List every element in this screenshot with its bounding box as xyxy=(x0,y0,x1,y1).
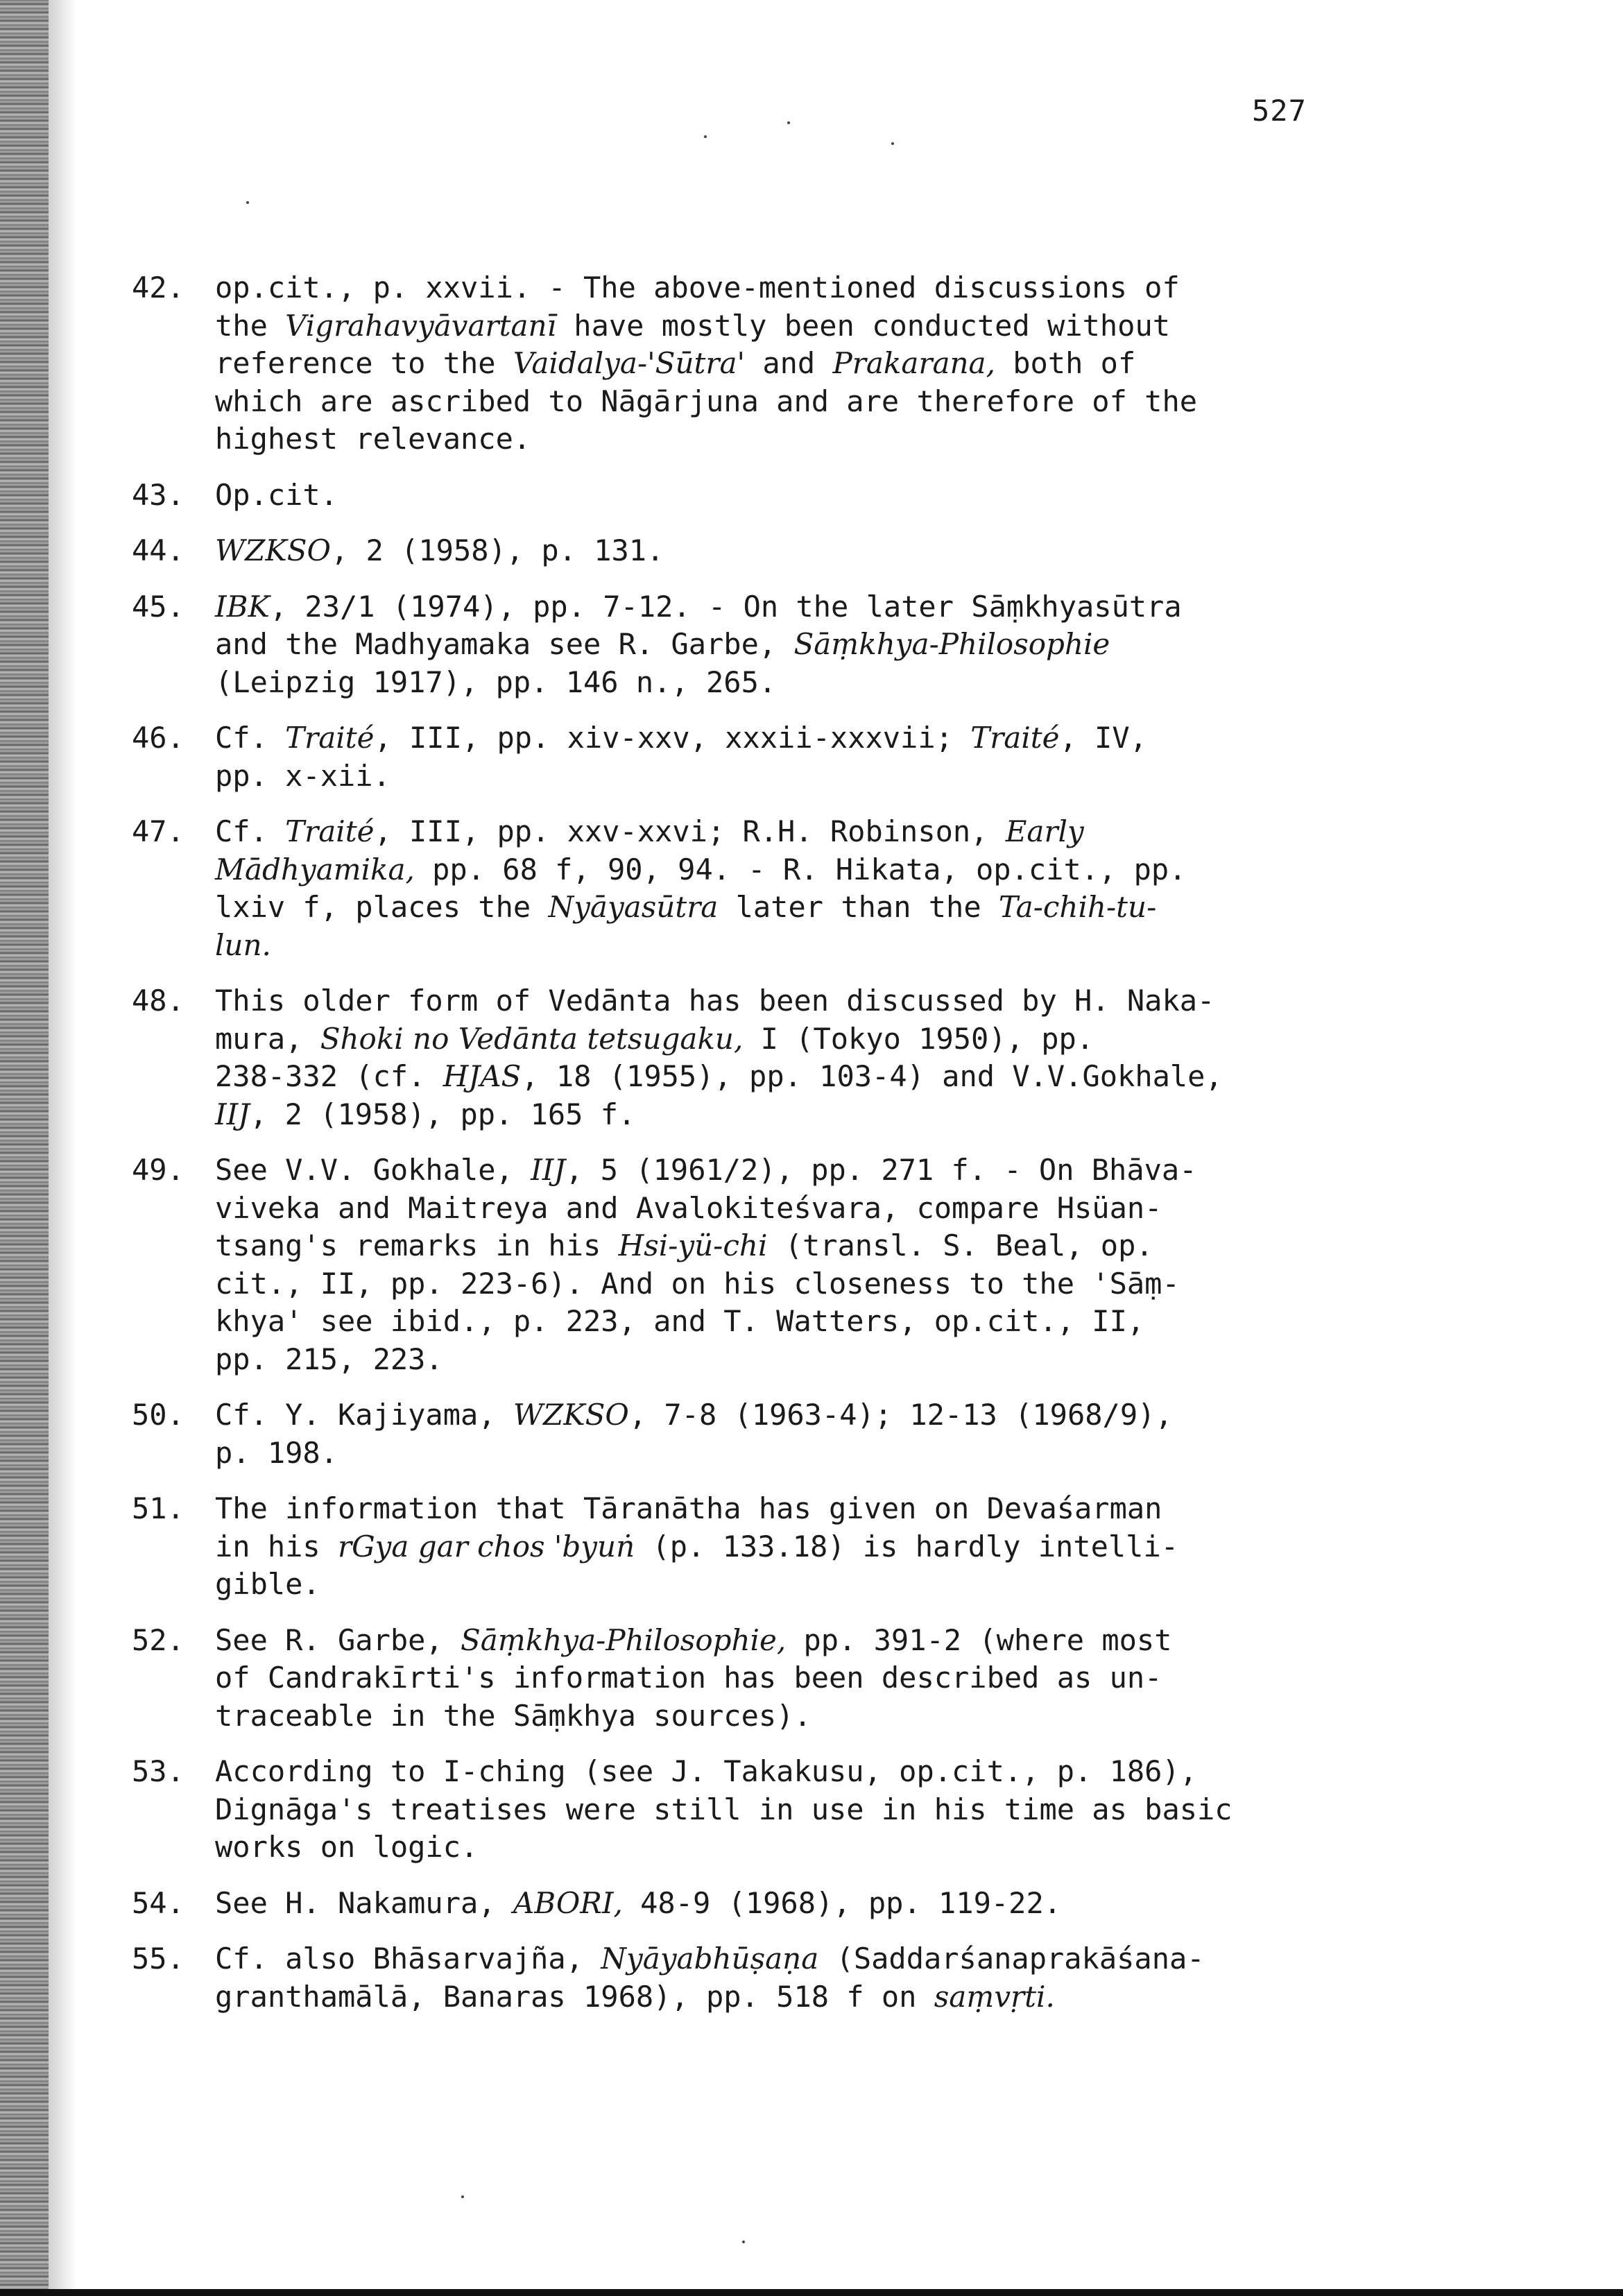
endnote-line xyxy=(215,1753,1325,1791)
endnote-number: 53. xyxy=(132,1754,184,1788)
endnote-line xyxy=(215,1885,1325,1923)
endnote-line xyxy=(215,1151,1325,1190)
binding-gradient xyxy=(49,0,76,2296)
endnote-line xyxy=(215,1303,1325,1341)
text-run: tsang's remarks in his xyxy=(215,1228,619,1262)
text-run: Cf. xyxy=(215,721,286,755)
scan-speck xyxy=(787,121,790,124)
italic-title: IBK xyxy=(215,589,270,624)
text-run: (transl. S. Beal, op. xyxy=(767,1228,1153,1262)
italic-title: rGya gar chos 'byuṅ xyxy=(338,1529,635,1563)
italic-title: IIJ xyxy=(531,1153,566,1187)
italic-title: Early xyxy=(1005,814,1084,848)
italic-title: Traité xyxy=(285,721,375,755)
text-run: cit., II, pp. 223-6). And on his closeness to the 'Sāṃ- xyxy=(215,1266,1180,1301)
italic-title: Nyāyasūtra xyxy=(548,890,719,924)
italic-title: WZKSO xyxy=(513,1398,629,1432)
italic-title: Shoki no Vedānta tetsugaku, xyxy=(320,1021,744,1056)
endnote-text xyxy=(215,532,1325,570)
endnote-line xyxy=(215,1490,1325,1528)
endnote xyxy=(132,1396,1325,1472)
text-run: See H. Nakamura, xyxy=(215,1885,513,1920)
italic-title: Nyāyabhūṣaṇa xyxy=(601,1942,819,1976)
page-bottom-edge xyxy=(0,2289,1623,2296)
text-run: (p. 133.18) is hardly intelli- xyxy=(635,1529,1179,1563)
endnote-line xyxy=(215,588,1325,626)
text-run: (Saddarśanaprakāśana- xyxy=(818,1942,1205,1976)
endnote-line xyxy=(215,664,1325,702)
endnote-number: 42. xyxy=(132,271,184,305)
text-run: According to I-ching (see J. Takakusu, op.cit., p. 186), xyxy=(215,1754,1198,1788)
endnote-line xyxy=(215,1791,1325,1829)
text-run: pp. 68 f, 90, 94. - R. Hikata, op.cit., pp. xyxy=(414,852,1187,886)
text-run: , 2 (1958), p. 131. xyxy=(330,533,664,567)
endnote-line xyxy=(215,719,1325,757)
scan-speck xyxy=(742,2241,745,2243)
endnote-number: 43. xyxy=(132,477,184,512)
endnote-number: 55. xyxy=(132,1942,184,1976)
endnote-text xyxy=(215,1885,1325,1923)
text-run: pp. x-xii. xyxy=(215,758,390,793)
endnote xyxy=(132,719,1325,795)
endnote xyxy=(132,1940,1325,2016)
text-run: pp. 215, 223. xyxy=(215,1342,443,1376)
endnote-line xyxy=(215,626,1325,664)
text-run: and the Madhyamaka see R. Garbe, xyxy=(215,627,794,661)
text-run: op.cit., p. xxvii. - The above-mentioned discussions of xyxy=(215,271,1180,305)
endnote-number: 50. xyxy=(132,1398,184,1432)
endnote-number: 46. xyxy=(132,721,184,755)
text-run: lxiv f, places the xyxy=(215,890,549,924)
book-binding-shadow xyxy=(0,0,49,2296)
text-run: mura, xyxy=(215,1021,320,1056)
endnote-number: 54. xyxy=(132,1885,184,1920)
endnote xyxy=(132,532,1325,570)
endnote xyxy=(132,982,1325,1133)
endnote xyxy=(132,477,1325,515)
endnote xyxy=(132,1151,1325,1378)
text-run: viveka and Maitreya and Avalokiteśvara, compare Hsüan- xyxy=(215,1190,1162,1225)
endnote-text xyxy=(215,982,1325,1133)
text-run: p. 198. xyxy=(215,1435,338,1470)
endnote-line xyxy=(215,1265,1325,1303)
endnote-line xyxy=(215,1978,1325,2016)
endnote-line xyxy=(215,477,1325,515)
endnote-line xyxy=(215,383,1325,421)
text-run: the xyxy=(215,308,286,343)
scan-speck xyxy=(246,201,249,204)
endnote-line xyxy=(215,1659,1325,1697)
endnote-line xyxy=(215,1940,1325,1978)
italic-title: lun. xyxy=(215,927,271,962)
text-run: have mostly been conducted without xyxy=(556,308,1171,343)
endnote-line xyxy=(215,851,1325,889)
italic-title: ABORI, xyxy=(513,1885,623,1920)
text-run: in his xyxy=(215,1529,338,1563)
endnote-line xyxy=(215,1096,1325,1134)
endnote-number: 49. xyxy=(132,1153,184,1187)
endnotes-list xyxy=(132,269,1325,2016)
italic-title: Traité xyxy=(285,814,375,848)
endnote-line xyxy=(215,813,1325,851)
text-run: Cf. xyxy=(215,814,286,848)
endnote-line xyxy=(215,1020,1325,1059)
text-run: 238-332 (cf. xyxy=(215,1059,443,1093)
endnote-line xyxy=(215,420,1325,459)
endnote-text xyxy=(215,1396,1325,1472)
endnote-text xyxy=(215,477,1325,515)
italic-title: saṃvṛti. xyxy=(934,1979,1055,2014)
text-run: , 7-8 (1963-4); 12-13 (1968/9), xyxy=(628,1398,1173,1432)
endnote xyxy=(132,588,1325,702)
endnote-line xyxy=(215,307,1325,345)
text-run: , III, pp. xxv-xxvi; R.H. Robinson, xyxy=(374,814,1006,848)
text-run: I (Tokyo 1950), pp. xyxy=(743,1021,1094,1056)
text-run: , IV, xyxy=(1059,721,1147,755)
endnote-line xyxy=(215,982,1325,1020)
endnote xyxy=(132,1622,1325,1736)
italic-title: Vaidalya-'Sūtra' xyxy=(513,346,746,380)
italic-title: IIJ xyxy=(215,1097,250,1131)
text-run: , 23/1 (1974), pp. 7-12. - On the later Sāṃkhyasūtra xyxy=(269,589,1182,624)
endnote-line xyxy=(215,1341,1325,1379)
page-number: 527 xyxy=(1252,94,1307,128)
endnote xyxy=(132,1885,1325,1923)
text-run: , 5 (1961/2), pp. 271 f. - On Bhāva- xyxy=(565,1153,1197,1187)
text-run: highest relevance. xyxy=(215,422,531,456)
italic-title: Hsi-yü-chi xyxy=(618,1228,768,1262)
endnote xyxy=(132,269,1325,459)
text-run: Cf. also Bhāsarvajña, xyxy=(215,1942,601,1976)
endnote-number: 52. xyxy=(132,1622,184,1657)
endnote-line xyxy=(215,1697,1325,1736)
italic-title: HJAS xyxy=(443,1059,522,1093)
text-run: reference to the xyxy=(215,346,513,380)
text-run: The information that Tāranātha has given on Devaśarman xyxy=(215,1491,1162,1525)
endnote-line xyxy=(215,1528,1325,1566)
endnote-line xyxy=(215,1396,1325,1434)
italic-title: Traité xyxy=(970,721,1060,755)
endnote-line xyxy=(215,889,1325,927)
text-run: , III, pp. xiv-xxv, xxxii-xxxvii; xyxy=(374,721,971,755)
endnote-text xyxy=(215,1622,1325,1736)
text-run: gible. xyxy=(215,1567,320,1601)
text-run: , 2 (1958), pp. 165 f. xyxy=(250,1097,636,1131)
text-run: , 18 (1955), pp. 103-4) and V.V.Gokhale, xyxy=(521,1059,1223,1093)
endnote-number: 48. xyxy=(132,984,184,1018)
endnote-line xyxy=(215,1566,1325,1604)
endnote-line xyxy=(215,1828,1325,1867)
endnote-text xyxy=(215,1753,1325,1867)
endnote-number: 47. xyxy=(132,814,184,848)
endnote-line xyxy=(215,927,1325,965)
italic-title: Vigrahavyāvartanī xyxy=(285,308,557,343)
text-run: and xyxy=(745,346,833,380)
scan-speck xyxy=(461,2195,464,2198)
text-run: Cf. Y. Kajiyama, xyxy=(215,1398,513,1432)
endnote-line xyxy=(215,1622,1325,1660)
endnote-number: 45. xyxy=(132,589,184,624)
text-run: both of xyxy=(995,346,1136,380)
text-run: khya' see ibid., p. 223, and T. Watters, op.cit., II, xyxy=(215,1304,1145,1338)
endnote-line xyxy=(215,269,1325,307)
italic-title: WZKSO xyxy=(215,533,331,567)
text-run: This older form of Vedānta has been discussed by H. Naka- xyxy=(215,984,1215,1018)
endnote-line xyxy=(215,1190,1325,1228)
text-run: 48-9 (1968), pp. 119-22. xyxy=(622,1885,1062,1920)
text-run: (Leipzig 1917), pp. 146 n., 265. xyxy=(215,665,777,699)
endnote xyxy=(132,1490,1325,1604)
italic-title: Prakarana, xyxy=(832,346,995,380)
endnote xyxy=(132,1753,1325,1867)
endnote xyxy=(132,813,1325,964)
text-run: Dignāga's treatises were still in use in his time as basic xyxy=(215,1792,1233,1826)
endnote-number: 51. xyxy=(132,1491,184,1525)
endnote-text xyxy=(215,269,1325,459)
endnote-line xyxy=(215,1227,1325,1265)
text-run: which are ascribed to Nāgārjuna and are therefore of the xyxy=(215,384,1198,418)
text-run: See R. Garbe, xyxy=(215,1622,461,1657)
endnote-text xyxy=(215,813,1325,964)
text-run: granthamālā, Banaras 1968), pp. 518 f on xyxy=(215,1979,934,2014)
endnote-text xyxy=(215,588,1325,702)
italic-title: Ta-chih-tu- xyxy=(998,890,1157,924)
endnote-text xyxy=(215,1940,1325,2016)
italic-title: Sāṃkhya-Philosophie, xyxy=(461,1622,787,1657)
endnote-line xyxy=(215,345,1325,383)
italic-title: Mādhyamika, xyxy=(215,852,415,886)
endnote-line xyxy=(215,532,1325,570)
text-run: pp. 391-2 (where most xyxy=(786,1622,1172,1657)
endnote-text xyxy=(215,1151,1325,1378)
endnote-line xyxy=(215,1434,1325,1473)
endnote-line xyxy=(215,1058,1325,1096)
scan-speck xyxy=(704,135,707,138)
text-run: traceable in the Sāṃkhya sources). xyxy=(215,1698,812,1733)
text-run: See V.V. Gokhale, xyxy=(215,1153,531,1187)
italic-title: Sāṃkhya-Philosophie xyxy=(793,627,1110,661)
endnote-line xyxy=(215,757,1325,796)
text-run: later than the xyxy=(718,890,999,924)
text-run: Op.cit. xyxy=(215,477,338,512)
endnote-text xyxy=(215,1490,1325,1604)
endnote-text xyxy=(215,719,1325,795)
text-run: of Candrakīrti's information has been described as un- xyxy=(215,1661,1162,1695)
endnote-number: 44. xyxy=(132,533,184,567)
scan-speck xyxy=(891,142,894,145)
text-run: works on logic. xyxy=(215,1830,479,1864)
